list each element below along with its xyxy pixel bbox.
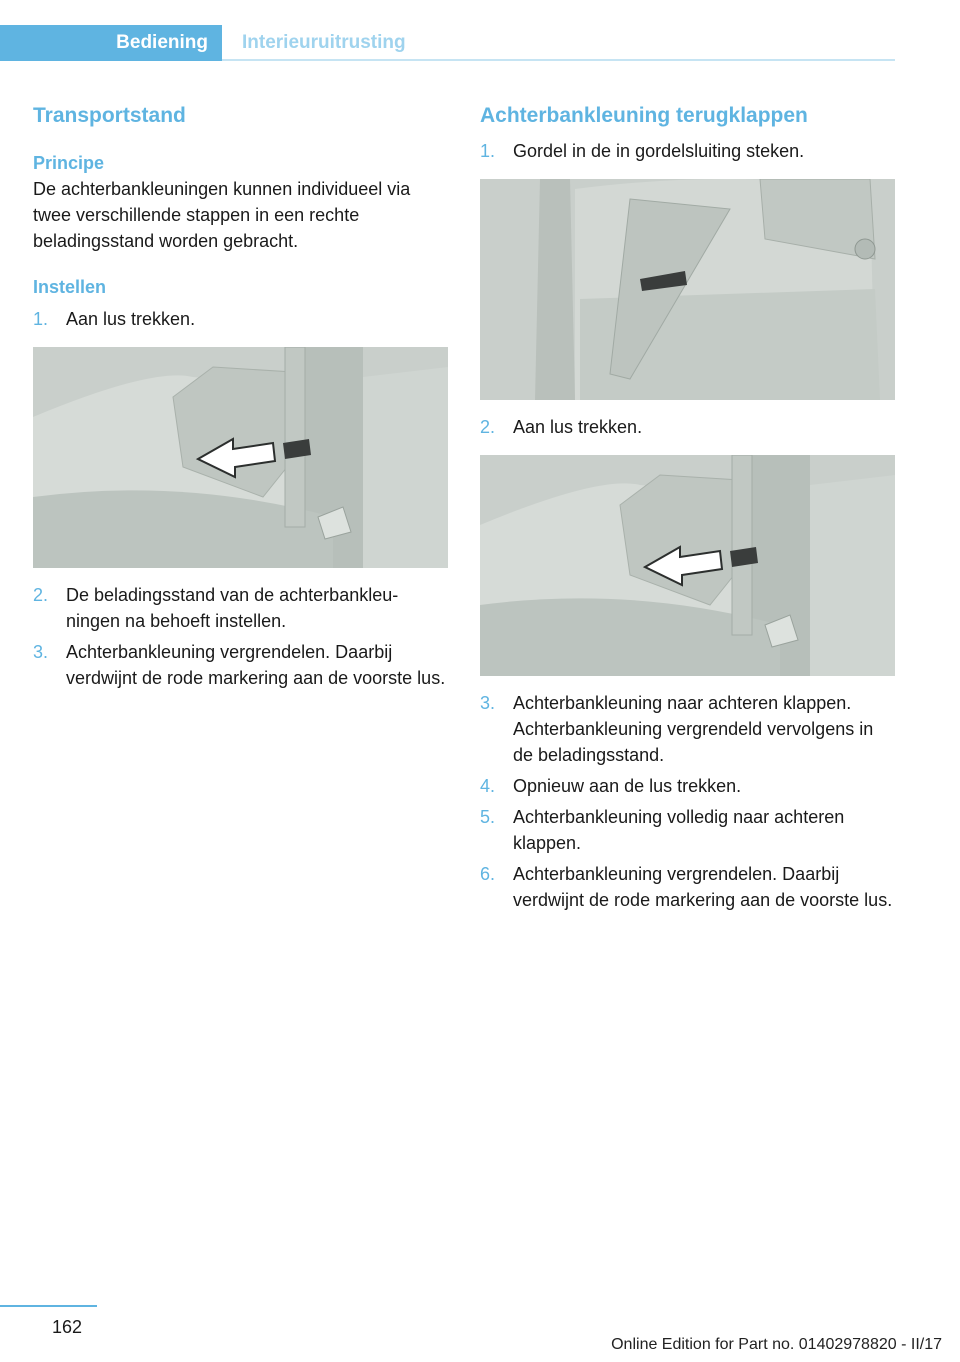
step-number: 6. <box>480 864 496 884</box>
list-item <box>480 804 895 856</box>
step-number: 4. <box>480 776 496 796</box>
step-number: 5. <box>480 807 496 827</box>
step-text: Achterbankleuning volledig naar achteren klappen. <box>513 807 845 853</box>
subheading-instellen: Instellen <box>33 277 107 297</box>
right-column <box>480 100 895 918</box>
left-column <box>33 100 448 696</box>
list-item <box>480 138 895 164</box>
tab-bediening[interactable]: Bediening <box>0 25 222 61</box>
step-text: Gordel in de in gordelsluiting steken. <box>513 141 805 161</box>
list-item <box>33 582 448 634</box>
list-item <box>480 690 895 768</box>
edition-text: Online Edition for Part no. 01402978820 - II/17 <box>611 1336 942 1353</box>
header-rule <box>222 59 895 61</box>
step-number: 3. <box>480 693 496 713</box>
step-text: Achterbankleuning vergrendelen. Daarbij verdwijnt de rode markering aan de voorste lus. <box>66 642 446 688</box>
principle-text: De achterbankleuningen kunnen individueel via twee verschillende stappen in een rechte beladingsstand worden gebracht. <box>33 179 411 251</box>
belt-buckle-illustration <box>480 179 895 400</box>
list-item <box>33 306 448 332</box>
step-number: 2. <box>33 585 49 605</box>
header-tabbar <box>0 25 895 61</box>
tab-interieuruitrusting[interactable]: Interieuruitrusting <box>242 32 406 53</box>
step-number: 2. <box>480 417 496 437</box>
list-item <box>33 639 448 691</box>
step-number: 1. <box>33 309 49 329</box>
section-title-transportstand: Transportstand <box>33 104 186 127</box>
footer-rule <box>0 1305 97 1307</box>
subheading-principe: Principe <box>33 153 105 173</box>
section-title-terugklappen: Achterbankleuning terugklappen <box>480 104 808 127</box>
step-number: 3. <box>33 642 49 662</box>
step-number: 1. <box>480 141 496 161</box>
list-item <box>480 414 895 440</box>
list-item <box>480 861 895 913</box>
step-text: Achterbankleuning vergrendelen. Daarbij verdwijnt de rode markering aan de voorste lus. <box>513 864 893 910</box>
list-item <box>480 773 895 799</box>
step-text: Achterbankleuning naar achteren klappen. Achterbankleuning vergrendeld vervolgens in de beladingsstand. <box>513 693 874 765</box>
step-text: Opnieuw aan de lus trekken. <box>513 776 742 796</box>
step-text: Aan lus trekken. <box>66 309 196 329</box>
seat-loop-illustration <box>33 347 448 568</box>
seat-loop-illustration-2 <box>480 455 895 676</box>
step-text: Aan lus trekken. <box>513 417 643 437</box>
page-number: 162 <box>52 1317 83 1337</box>
step-text: De beladingsstand van de achterbankleu‐ningen na behoeft instellen. <box>66 585 399 631</box>
